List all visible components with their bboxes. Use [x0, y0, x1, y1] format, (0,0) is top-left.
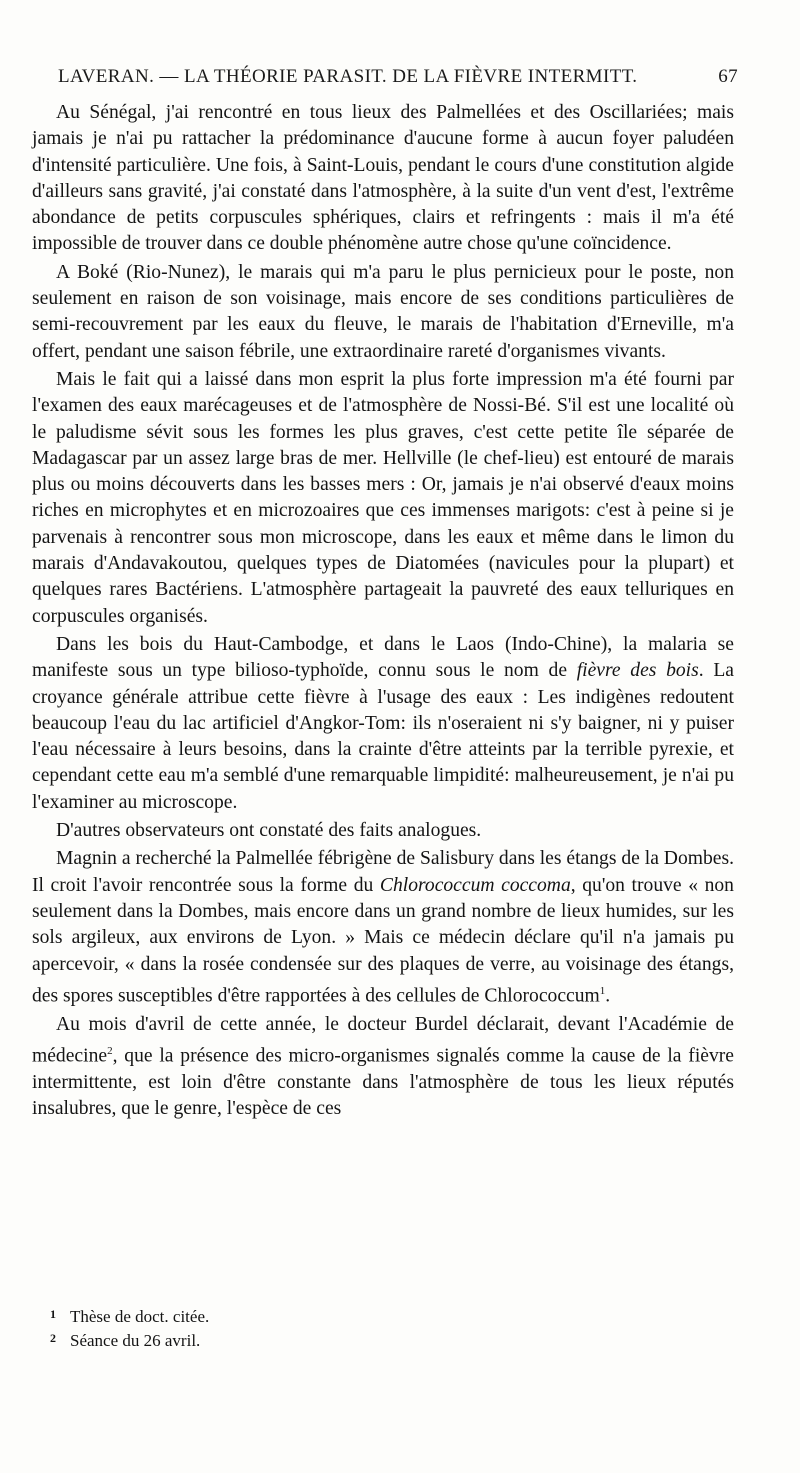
- paragraph-magnin: [32, 846, 734, 1009]
- paragraph-text: Au mois d'avril de cette année, le docteur Burdel déclarait, devant l'Académie de médecine: [32, 1013, 734, 1067]
- paragraph-text: .: [605, 985, 611, 1007]
- footnote-ref-1: 1: [599, 984, 606, 997]
- paragraph-burdel: [32, 1012, 734, 1123]
- footnote-ref-2: 2: [107, 1044, 113, 1057]
- paragraph-text: , que la présence des micro-organismes signalés comme la cause de la fièvre intermittente, est loin d'être constante dans l'atmosphère de tous les lieux réputés insalubres, que le genre, l'espèce de ces: [32, 1045, 734, 1120]
- page-number: 67: [718, 66, 738, 87]
- italic-term: fièvre des bois: [576, 660, 699, 682]
- footnote-text: Thèse de doct. citée.: [70, 1307, 210, 1326]
- paragraph-nossi-be: Mais le fait qui a laissé dans mon esprit la plus forte impression m'a été fourni par l'examen des eaux marécageuses et de l'atmosphère de Nossi-Bé. S'il est une localité où le paludisme sévit sous les formes les plus graves, c'est cette petite île séparée de Madagascar par un assez large bras de mer. Hellville (le chef-lieu) est entouré de marais plus ou moins découverts dans les basses mers : Or, jamais je n'ai observé d'eaux moins riches en microphytes et en microzoaires que ces immenses marigots: c'est à peine si je parvenais à rencontrer sous mon microscope, dans les eaux et même dans le limon du marais d'Andavakoutou, quelques types de Diatomées (navicules pour la plupart) et quelques rares Bactériens. L'atmosphère partageait la pauvreté des eaux telluriques en corpuscules organisés.: [32, 368, 734, 627]
- paragraph-text: . La croyance générale attribue cette fièvre à l'usage des eaux : Les indigènes redoutent beaucoup l'eau du lac artificiel d'Angkor-Tom: ils n'oseraient ni s'y baigner, ni y puiser l'eau nécessaire à leurs besoins, dans la crainte d'être atteints par la terrible pyrexie, et cependant cette eau m'a semblé d'une remarquable limpidité: malheureusement, je n'ai pu l'examiner au microscope.: [32, 660, 734, 813]
- paragraph-text: Magnin a recherché la Palmellée fébrigène de Salisbury dans les étangs de la Dombes. Il croit l'avoir rencontrée sous la forme du: [32, 848, 734, 896]
- paragraph-senegal: Au Sénégal, j'ai rencontré en tous lieux des Palmellées et des Oscillariées; mais jamais je n'ai pu rattacher la prédominance d'aucune forme à aucun foyer paludéen d'intensité particulière. Une fois, à Saint-Louis, pendant le cours d'une constitution algide d'ailleurs sans gravité, j'ai constaté dans l'atmosphère, à la suite d'un vent d'est, l'extrême abondance de petits corpuscules sphériques, clairs et refringents : mais il m'a été impossible de trouver dans ce double phénomène autre chose qu'une coïncidence.: [32, 102, 734, 255]
- footnote-1: [50, 1305, 650, 1329]
- footnote-number: 2: [50, 1331, 56, 1345]
- italic-term: Chlorococcum coccoma: [379, 874, 571, 896]
- paragraph-text: Dans les bois du Haut-Cambodge, et dans le Laos (Indo-Chine), la malaria se manifeste sous un type bilioso-typhoïde, connu sous le nom de: [32, 633, 734, 682]
- footnote-number: 1: [50, 1307, 56, 1321]
- paragraph-observateurs: D'autres observateurs ont constaté des faits analogues.: [56, 820, 482, 842]
- paragraph-cambodge: [32, 632, 734, 816]
- page-body: [32, 100, 734, 1122]
- footnotes: [50, 1305, 650, 1353]
- running-title: LAVERAN. — LA THÉORIE PARASIT. DE LA FIÈVRE INTERMITT.: [58, 66, 638, 87]
- footnote-2: [50, 1329, 650, 1353]
- running-header: [58, 66, 738, 88]
- paragraph-text: , qu'on trouve « non seulement dans la Dombes, mais encore dans un grand nombre de lieux humides, sur les sols argileux, aux environs de Lyon. » Mais ce médecin déclare qu'il n'a jamais pu apercevoir, « dans la rosée condensée sur des plaques de verre, au voisinage des étangs, des spores susceptibles d'être rapportées à des cellules de Chlorococcum: [32, 874, 734, 1007]
- paragraph-boke: A Boké (Rio-Nunez), le marais qui m'a paru le plus pernicieux pour le poste, non seulement en raison de son voisinage, mais encore de ses conditions particulières de semi-recouvrement par les eaux du fleuve, le marais de l'habitation d'Erneville, m'a offert, pendant une saison fébrile, une extraordinaire rareté d'organismes vivants.: [32, 261, 734, 362]
- footnote-text: Séance du 26 avril.: [70, 1331, 201, 1350]
